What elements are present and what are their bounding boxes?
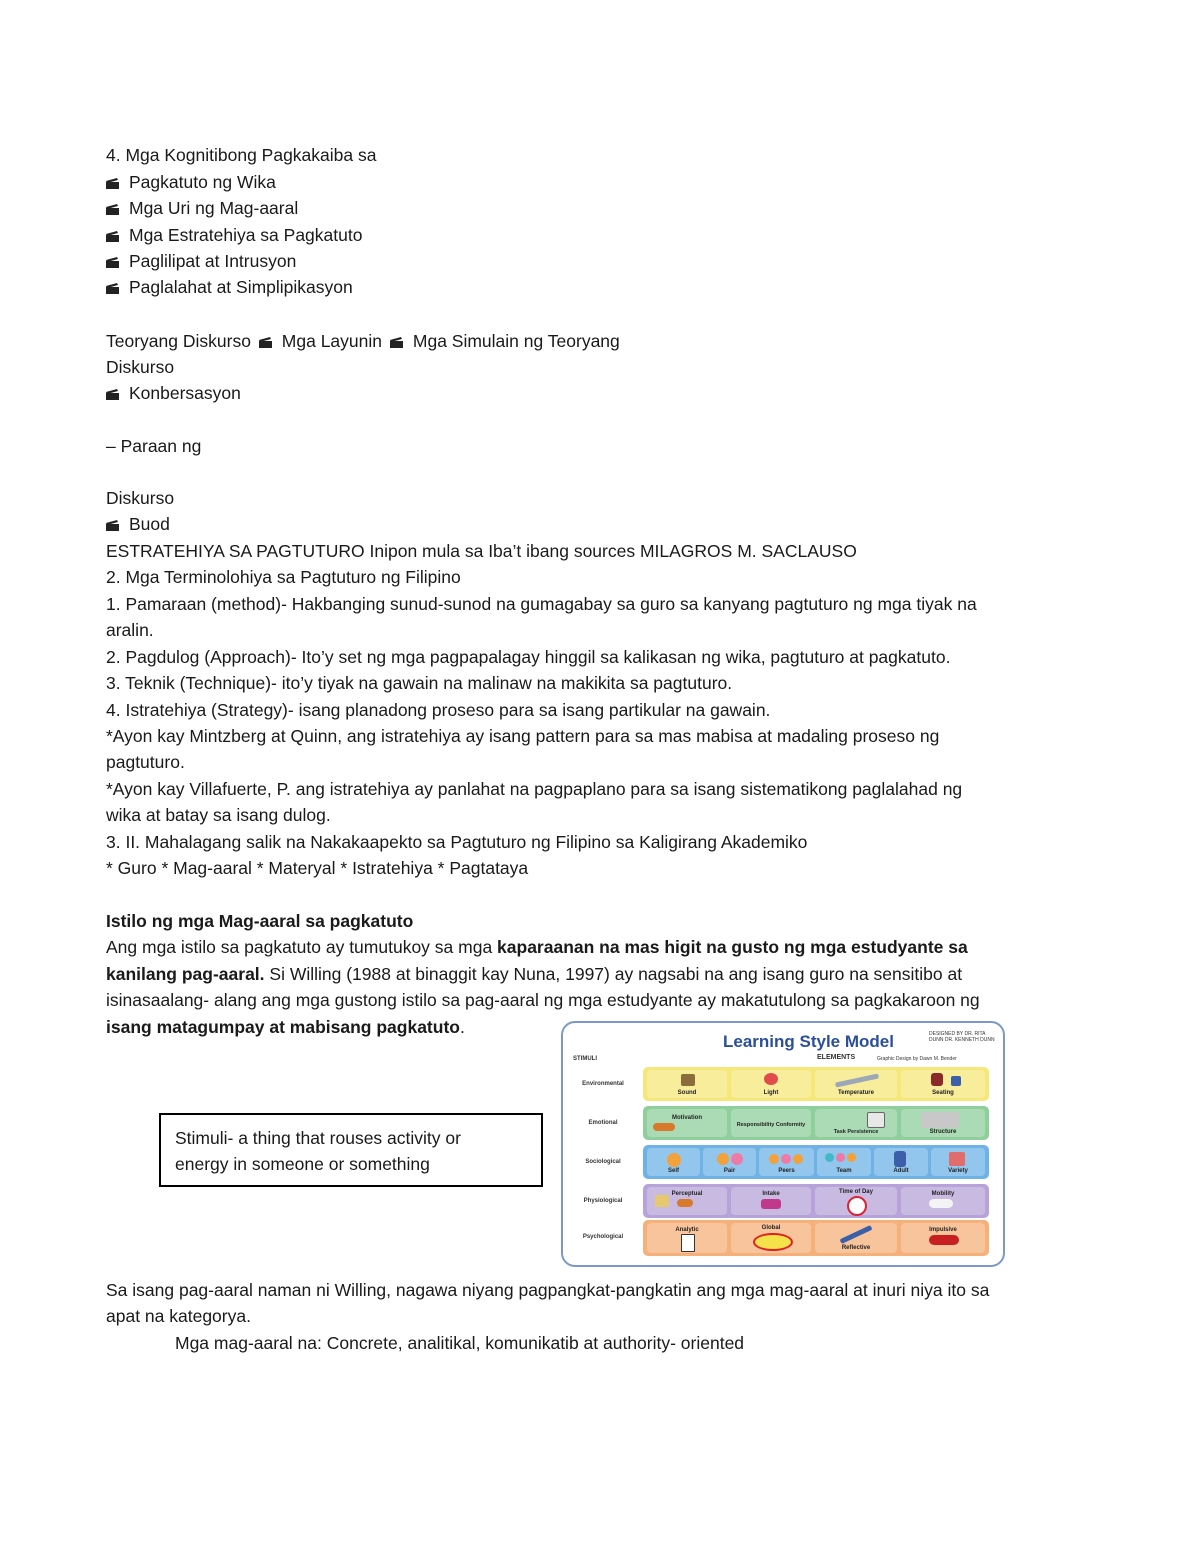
cell: Mobility	[901, 1187, 985, 1215]
discourse-line: – Paraan ng	[106, 436, 202, 456]
footprints-icon	[929, 1199, 953, 1208]
graphic-credit: Graphic Design by Dawn M. Bender	[877, 1056, 957, 1062]
speaker-icon	[681, 1074, 695, 1086]
peers-icon	[793, 1154, 803, 1164]
chair-icon	[951, 1076, 961, 1086]
term-approach: 2. Pagdulog (Approach)- Ito’y set ng mga pagpapalagay hinggil sa kalikasan ng wika, pagtuturo at pagkatuto.	[106, 647, 951, 667]
term-method-cont: aralin.	[106, 620, 154, 640]
variety-icon	[949, 1152, 965, 1166]
clapperboard-icon	[106, 520, 120, 531]
row-physiological	[643, 1184, 989, 1218]
strategy-title: ESTRATEHIYA SA PAGTUTURO Inipon mula sa Iba’t ibang sources MILAGROS M. SACLAUSO	[106, 541, 857, 561]
cell: Global	[731, 1223, 811, 1253]
cell: Temperature	[815, 1070, 897, 1098]
stimuli-line: energy in someone or something	[175, 1154, 430, 1174]
cell: Self	[647, 1148, 700, 1176]
term-strategy: 4. Istratehiya (Strategy)- isang planadong proseso para sa isang partikular na gawain.	[106, 700, 771, 720]
global-icon	[753, 1233, 793, 1251]
row-label: Environmental	[582, 1081, 624, 1087]
cell: Light	[731, 1070, 811, 1098]
learning-style-model-figure	[561, 1021, 1005, 1267]
row-psychological	[643, 1220, 989, 1256]
hand-icon	[677, 1199, 693, 1207]
terms-heading: 2. Mga Terminolohiya sa Pagtuturo ng Filipino	[106, 567, 461, 587]
clapperboard-icon	[390, 337, 404, 348]
cell: Peers	[759, 1148, 814, 1176]
list-item: Mga Estratehiya sa Pagkatuto	[106, 222, 362, 248]
cell: Reflective	[815, 1223, 897, 1253]
peers-icon	[781, 1154, 791, 1164]
discourse-line: Diskurso	[106, 357, 175, 377]
list-item: Paglalahat at Simplipikasyon	[106, 274, 353, 300]
cell: Impulsive	[901, 1223, 985, 1253]
row-environmental	[643, 1067, 989, 1101]
clipboard-icon	[867, 1112, 885, 1128]
team-icon	[836, 1153, 845, 1162]
cell: Team	[817, 1148, 871, 1176]
cell: Analytic	[647, 1223, 727, 1253]
clapperboard-icon	[106, 389, 120, 400]
closing-paragraph: Sa isang pag-aaral naman ni Willing, nagawa niyang pagpangkat-pangkatin ang mga mag-aaral at inuri niya ito sa	[106, 1280, 990, 1300]
clapperboard-icon	[106, 178, 120, 189]
clapperboard-icon	[106, 231, 120, 242]
figure-credit: DESIGNED BY DR. RITA DUNN DR. KENNETH DUNN	[929, 1031, 995, 1043]
styles-paragraph: kanilang pag-aaral. Si Willing (1988 at binaggit kay Nuna, 1997) ay nagsabi na ang isang guro na sensitibo at	[106, 964, 963, 984]
structure-photo-icon	[921, 1112, 959, 1128]
row-label: Physiological	[583, 1198, 623, 1204]
quote-villafuerte-cont: wika at batay sa isang dulog.	[106, 805, 331, 825]
styles-paragraph: isinasaalang- alang ang mga gustong istilo sa pag-aaral ng mga estudyante ay makatutulong sa pagkakaroon ng	[106, 990, 980, 1010]
cell: Pair	[703, 1148, 756, 1176]
cell: Responsibility Conformity	[731, 1109, 811, 1137]
cell: Adult	[874, 1148, 928, 1176]
styles-heading: Istilo ng mga Mag-aaral sa pagkatuto	[106, 911, 414, 931]
stimuli-line: Stimuli- a thing that rouses activity or	[175, 1128, 461, 1148]
stimuli-header: STIMULI	[573, 1056, 597, 1062]
quote-mintzberg: *Ayon kay Mintzberg at Quinn, ang istratehiya ay isang pattern para sa mas mabisa at madaling proseso ng	[106, 726, 940, 746]
row-sociological	[643, 1145, 989, 1179]
discourse-line: Diskurso	[106, 488, 175, 508]
cell: Variety	[931, 1148, 985, 1176]
discourse-line: Teoryang Diskurso Mga Layunin Mga Simulain ng Teoryang	[106, 331, 620, 351]
cell: Intake	[731, 1187, 811, 1215]
carrot-icon	[653, 1123, 675, 1131]
team-icon	[825, 1153, 834, 1162]
self-icon	[667, 1153, 681, 1167]
checklist-icon	[681, 1234, 695, 1252]
row-label: Psychological	[582, 1234, 624, 1240]
pen-icon	[840, 1225, 873, 1244]
quote-mintzberg-cont: pagtuturo.	[106, 752, 185, 772]
chair-icon	[931, 1073, 943, 1086]
quote-villafuerte: *Ayon kay Villafuerte, P. ang istratehiya ay panlahat na pagpaplano para sa isang sistematikong paglalahad ng	[106, 779, 963, 799]
list-item: Pagkatuto ng Wika	[106, 169, 276, 195]
pair-icon	[731, 1153, 743, 1165]
team-icon	[847, 1153, 856, 1162]
stimuli-definition-box	[159, 1113, 543, 1187]
splash-icon	[929, 1235, 959, 1245]
clapperboard-icon	[106, 257, 120, 268]
clapperboard-icon	[259, 337, 273, 348]
row-label: Emotional	[588, 1120, 618, 1126]
styles-paragraph: isang matagumpay at mabisang pagkatuto.	[106, 1017, 465, 1037]
list-item: Konbersasyon	[106, 380, 241, 406]
clock-icon	[847, 1196, 867, 1216]
cell: Seating	[901, 1070, 985, 1098]
closing-paragraph: apat na kategorya.	[106, 1306, 251, 1326]
figure-title: Learning Style Model	[723, 1032, 894, 1051]
peers-icon	[769, 1154, 779, 1164]
cell: Structure	[901, 1109, 985, 1137]
lamp-icon	[764, 1073, 778, 1085]
list-item: Buod	[106, 511, 170, 537]
list-item: Paglilipat at Intrusyon	[106, 248, 296, 274]
factors-list: * Guro * Mag-aaral * Materyal * Istratehiya * Pagtataya	[106, 858, 529, 878]
thermometer-icon	[835, 1073, 879, 1087]
cell: Motivation	[647, 1109, 727, 1137]
cell: Perceptual	[647, 1187, 727, 1215]
cell: Time of Day	[815, 1187, 897, 1215]
cell: Sound	[647, 1070, 727, 1098]
list-item: Mga Uri ng Mag-aaral	[106, 195, 298, 221]
learner-categories: Mga mag-aaral na: Concrete, analitikal, komunikatib at authority- oriented	[175, 1333, 745, 1353]
elements-header: ELEMENTS	[817, 1054, 856, 1061]
row-label: Sociological	[585, 1159, 621, 1165]
pair-icon	[717, 1153, 729, 1165]
term-technique: 3. Teknik (Technique)- ito’y tiyak na gawain na malinaw na makikita sa pagtuturo.	[106, 673, 733, 693]
adult-icon	[894, 1151, 906, 1167]
factors-heading: 3. II. Mahalagang salik na Nakakaapekto sa Pagtuturo ng Filipino sa Kaligirang Akademiko	[106, 832, 808, 852]
styles-paragraph: Ang mga istilo sa pagkatuto ay tumutukoy sa mga kaparaanan na mas higit na gusto ng mga estudyante sa	[106, 937, 968, 957]
intake-icon	[761, 1199, 781, 1209]
row-emotional	[643, 1106, 989, 1140]
clapperboard-icon	[106, 204, 120, 215]
clapperboard-icon	[106, 283, 120, 294]
cognitive-heading: 4. Mga Kognitibong Pagkakaiba sa	[106, 145, 377, 165]
cell: Task Persistence	[815, 1109, 897, 1137]
term-method: 1. Pamaraan (method)- Hakbanging sunud-sunod na gumagabay sa guro sa kanyang pagtuturo ng mga tiyak na	[106, 594, 977, 614]
